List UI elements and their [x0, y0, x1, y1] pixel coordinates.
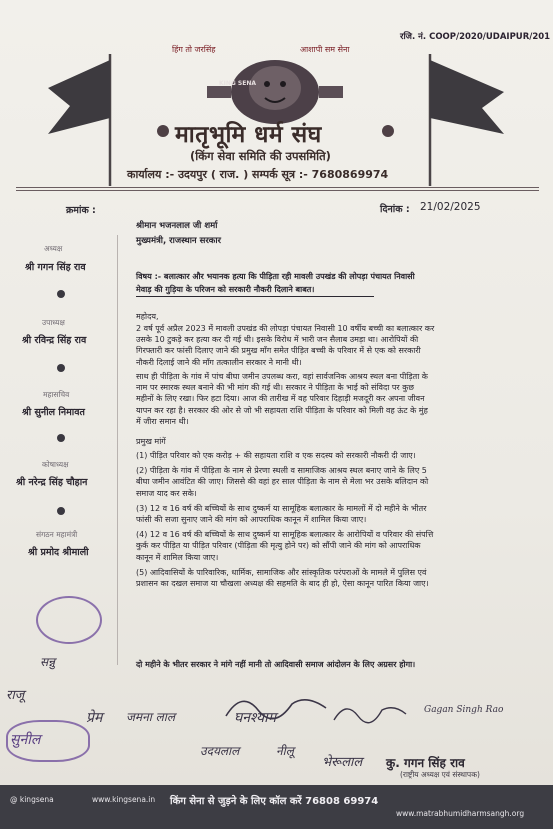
sidebar-role-treasurer: कोषाध्यक्ष: [42, 460, 69, 469]
date-label: दिनांक :: [380, 204, 410, 215]
sidebar-role-general-secretary: संगठन महामंत्री: [36, 530, 78, 539]
paragraph-2: [136, 371, 428, 427]
recipient-name: श्रीमान भजनलाल जी शर्मा: [136, 221, 218, 231]
footer-call-text: किंग सेना से जुड़ने के लिए कॉल करें 76808 69974: [170, 796, 379, 807]
text-line: साथ ही पीड़िता के गांव में पांच बीघा जमीन उपलब्ध करा, वहां सार्वजनिक आश्रय स्थल बना पीड़िता के: [136, 372, 428, 381]
date-value: 21/02/2025: [420, 201, 481, 213]
header-divider: [16, 187, 539, 188]
sidebar-name-vice-president: श्री रविन्द्र सिंह राव: [22, 335, 87, 346]
footer-bar: [0, 785, 553, 829]
signer-name: कु. गगन सिंह राव: [386, 756, 465, 770]
org-name: मातृभूमि धर्म संघ: [175, 122, 322, 148]
signature-scribble-2-icon: [330, 694, 410, 730]
demand-line: (5) आदिवासियों के पारिवारिक, धार्मिक, सामाजिक और सांस्कृतिक परंपराओं के मामले में पुलिस एवं: [136, 567, 427, 577]
emblem-right-icon: [381, 124, 395, 138]
text-line: 2 वर्ष पूर्व अप्रैल 2023 में मावली उपखंड की लोपड़ा पंचायत निवासी 10 वर्षीय बच्ची का बलात्कार कर: [136, 324, 435, 333]
sidebar-name-secretary: श्री सुनील निमावत: [22, 407, 85, 418]
sidebar-name-general-secretary: श्री प्रमोद श्रीमाली: [28, 547, 89, 558]
sidebar-bullet: [57, 507, 65, 515]
logo-text: KING SENA: [219, 80, 257, 87]
demand-line: बीघा जमीन आवंटित की जाए। जिससे की वहां हर साल पीड़िता के नाम से मेला भर उसके बलिदान को: [136, 477, 429, 487]
ref-label: क्रमांक :: [66, 205, 96, 216]
emblem-left-icon: [156, 124, 170, 138]
salutation: महोदय,: [136, 312, 159, 321]
text-line: यापन कर रहा है। सरकार की ओर से जो भी सहायता राशि पीड़िता के परिवार को मिली वह ऊंट के मुंह: [136, 405, 428, 415]
sidebar-bullet: [57, 364, 65, 372]
signature-raju: राजू: [6, 688, 25, 703]
signature-jamna-lal: जमना लाल: [126, 710, 176, 724]
demand-line: समाज याद कर सके।: [136, 488, 197, 498]
recipient-title: मुख्यमंत्री, राजस्थान सरकार: [136, 236, 222, 246]
sidebar-role-vice-president: उपाध्यक्ष: [42, 318, 65, 327]
demand-line: (4) 12 व 16 वर्ष की बच्चियों के साथ दुष्कर्म या सामूहिक बलात्कार के आरोपियों व परिवार की संपत्ति: [136, 530, 434, 540]
demands-heading: प्रमुख मांगें: [136, 437, 166, 446]
subject-underline: [136, 296, 374, 297]
footer-website-left[interactable]: www.kingsena.in: [92, 795, 156, 804]
closing-line: दो महीने के भीतर सरकार ने मांगे नहीं मानी तो आदिवासी समाज आंदोलन के लिए अग्रसर होगा।: [136, 660, 416, 669]
org-subtitle: (किंग सेवा समिति की उपसमिति): [190, 149, 331, 163]
text-line: उसके 10 टुकड़े कर हत्या कर दी गई थी। इसके विरोध में भारी जन सैलाब उमड़ा था। आरोपियों की: [136, 335, 419, 345]
purple-stamp: [36, 596, 102, 644]
signature-sunil: सुनील: [10, 732, 41, 748]
text-line: में जीरा समान थी।: [136, 416, 189, 426]
paragraph-1: [136, 323, 434, 368]
footer-website-right[interactable]: www.matrabhumidharmsangh.org: [396, 809, 525, 818]
demand-line: कानून में शामिल किया जाए।: [136, 552, 219, 562]
signature-neelu: नीलू: [276, 744, 294, 758]
header-divider-2: [16, 190, 539, 191]
right-flag-icon: [420, 48, 520, 188]
footer-social-handle[interactable]: @ kingsena: [10, 795, 54, 804]
sidebar-divider: [117, 235, 118, 665]
signature-ghanshyam: घनश्याम: [234, 710, 277, 726]
demand-line: (3) 12 व 16 वर्ष की बच्चियों के साथ दुष्कर्म या सामूहिक बलात्कार के मामलों में दो महीने के भीतर: [136, 503, 427, 513]
signature-bherulal: भेरूलाल: [322, 755, 363, 770]
signer-title: (राष्ट्रीय अध्यक्ष एवं संस्थापक): [400, 770, 480, 779]
demands-list: [136, 450, 433, 589]
sidebar-bullet: [57, 290, 65, 298]
subject-line-2: मेवाड़ की गुड़िया के परिजन को सरकारी नौकरी दिलाने बाबत।: [136, 285, 315, 294]
demand-line: फांसी की सजा सुनाए जाने की मांग को आपराधिक कानून में शामिल किया जाए।: [136, 515, 367, 525]
signature-scribble-icon: [222, 686, 332, 726]
signature-prem: प्रेम: [86, 710, 103, 726]
king-sena-logo: [205, 58, 345, 126]
left-flag-icon: [40, 48, 130, 188]
signature-gagan: Gagan Singh Rao: [424, 705, 504, 715]
left-motto: हिंग तो जरसिंह: [172, 45, 216, 54]
sidebar-role-secretary: महासचिव: [43, 390, 70, 399]
sidebar-name-treasurer: श्री नरेन्द्र सिंह चौहान: [16, 477, 88, 488]
demand-line: (1) पीड़ित परिवार को एक करोड़ + की सहायता राशि व एक सदस्य को सरकारी नौकरी दी जाए।: [136, 451, 416, 460]
demand-line: प्रशासन का दखल समाज या चौखला अध्यक्ष की सहमति के बाद ही हो, ऐसा कानून पारित किया जाए।: [136, 579, 429, 589]
sidebar-bullet: [57, 434, 65, 442]
text-line: नाम पर स्मारक स्थल बनाने की भी मांग की गई थी। सरकार ने पीड़िता के भाई को संविदा पर कुछ: [136, 383, 414, 393]
subject-line-1: विषय :- बलात्कार और भयानक हत्या कि पीड़िता रही मावली उपखंड की लोपड़ा पंचायत निवासी: [136, 272, 415, 281]
signature-udaylal: उदयलाल: [200, 744, 240, 758]
text-line: नौकरी दिलाई जाने की माँग तत्कालीन सरकार ने मानी थी।: [136, 357, 302, 367]
text-line: गिरफ्तारी कर फांसी दिलाए जाने की प्रमुख माँग समेत पीड़ित बच्ची के परिवार में से एक को सरकारी: [136, 346, 421, 356]
right-motto: आशापी सम सेना: [300, 45, 350, 54]
demand-line: कुर्क कर पीड़ित या पीड़ित परिवार (पीड़िता की मृत्यु होने पर) को सौंपी जाने की मांग को आपराधिक: [136, 541, 421, 551]
signature-sannu: सन्नु: [40, 655, 55, 669]
text-line: महीनों के लिए रखा। फिर हटा दिया। आज की तारीख में वह परिवार दिहाड़ी मजदूरी कर अपना जीवन: [136, 394, 425, 404]
demand-line: (2) पीड़िता के गांव में पीड़िता के नाम से प्रेरणा स्थली व सामाजिक आश्रय स्थल बनाए जाने के लिए 5: [136, 466, 427, 476]
registration-number: रजि. नं. COOP/2020/UDAIPUR/201: [400, 32, 551, 42]
sidebar-name-president: श्री गगन सिंह राव: [25, 262, 86, 273]
office-address: कार्यालय :- उदयपुर ( राज. ) सम्पर्क सूत्र :- 7680869974: [127, 168, 389, 181]
sidebar-role-president: अध्यक्ष: [44, 244, 63, 253]
